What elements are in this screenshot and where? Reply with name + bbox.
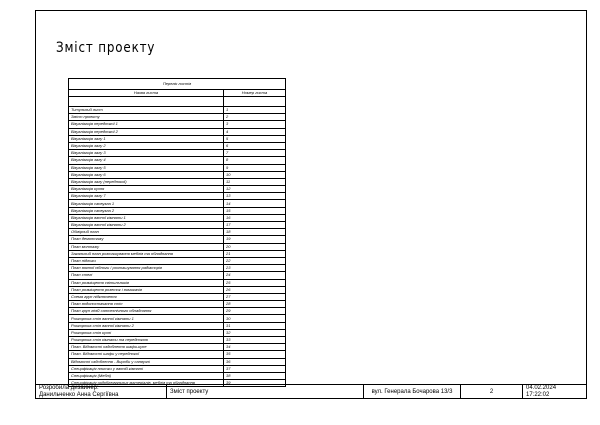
sheet-number: 10 [224, 171, 286, 178]
sheet-name: Візуалізація залу 1 [69, 135, 224, 142]
table-header-row [69, 90, 286, 97]
sheet-name: Візуалізація залу 4 [69, 157, 224, 164]
table-row [69, 236, 286, 243]
sheet-number: 36 [224, 358, 286, 365]
sheet-name: Візуалізація передпокої 1 [69, 121, 224, 128]
sheet-title-cell: Зміст проекту [167, 385, 364, 399]
sheet-name: Відомості оздоблення - Вироби у санвузлі [69, 358, 224, 365]
sheet-number: 6 [224, 142, 286, 149]
sheet-number-cell: 2 [461, 385, 523, 399]
sheet-number: 21 [224, 250, 286, 257]
table-row [69, 315, 286, 322]
sheet-number: 23 [224, 265, 286, 272]
sheet-name: План монтажу [69, 243, 224, 250]
table-row [69, 121, 286, 128]
sheet-number: 33 [224, 337, 286, 344]
sheet-number: 8 [224, 157, 286, 164]
sheet-name: Зміст проекту [69, 114, 224, 121]
sheet-name: План груп ліній сантехнічного обладнання [69, 308, 224, 315]
sheet-number: 9 [224, 164, 286, 171]
sheet-name: План підлоги [69, 257, 224, 264]
table-row [69, 308, 286, 315]
sheet-number: 2 [224, 114, 286, 121]
page-title: Зміст проекту [56, 40, 156, 56]
table-spacer-row [69, 97, 286, 107]
sheet-number: 5 [224, 135, 286, 142]
sheet-number: 16 [224, 214, 286, 221]
sheet-name: Загальний план розташування меблів та обладнання [69, 250, 224, 257]
table-caption: Перелік листів [69, 79, 286, 90]
table-row [69, 200, 286, 207]
sheet-name: Візуалізація санвузла 1 [69, 200, 224, 207]
sheet-name: Розгортка стін ванної кімнати 2 [69, 322, 224, 329]
sheet-number: 31 [224, 322, 286, 329]
sheet-number: 20 [224, 243, 286, 250]
sheet-name: План стелі [69, 272, 224, 279]
sheet-name: Специфікація плитки у ванній кімнаті [69, 365, 224, 372]
table-row [69, 301, 286, 308]
sheet-number: 28 [224, 301, 286, 308]
sheet-name: План демонтажу [69, 236, 224, 243]
sheet-name: Візуалізація санвузла 2 [69, 207, 224, 214]
sheet-number: 34 [224, 344, 286, 351]
sheet-name: Візуалізація залу 5 [69, 164, 224, 171]
sheet-name: Специфікація (Меблі) [69, 372, 224, 379]
table-caption-row [69, 79, 286, 90]
table-row [69, 186, 286, 193]
table-row [69, 329, 286, 336]
table-row [69, 265, 286, 272]
table-row [69, 372, 286, 379]
sheet-name: Візуалізація ванної кімнати 1 [69, 214, 224, 221]
sheet-name: План. Відомості шафи у передпокої [69, 351, 224, 358]
sheet-number: 14 [224, 200, 286, 207]
table-row [69, 351, 286, 358]
sheet-name: План водопостачання стін [69, 301, 224, 308]
sheet-number: 15 [224, 207, 286, 214]
table-row [69, 286, 286, 293]
sheet-name: Візуалізація залу 7 [69, 193, 224, 200]
table-row [69, 250, 286, 257]
time-value: 17:22:02 [526, 391, 550, 398]
sheet-name: План. Відомості оздоблення шафи-купе [69, 344, 224, 351]
table-row [69, 293, 286, 300]
sheet-number: 11 [224, 178, 286, 185]
sheet-name: Візуалізація залу 6 [69, 171, 224, 178]
sheet-name: Розгортка стін кімнати та передпокою [69, 337, 224, 344]
sheet-number: 13 [224, 193, 286, 200]
sheet-name: Візуалізація залу 3 [69, 150, 224, 157]
column-header-number: Номер листа [224, 90, 286, 97]
sheet-number: 32 [224, 329, 286, 336]
sheet-number: 27 [224, 293, 286, 300]
table-row [69, 142, 286, 149]
sheet-name: Візуалізація залу 2 [69, 142, 224, 149]
title-block [35, 384, 587, 399]
table-row [69, 358, 286, 365]
date-value: 04.02.2024 [526, 385, 557, 391]
table-row [69, 365, 286, 372]
table-row [69, 207, 286, 214]
table-row [69, 178, 286, 185]
sheet-list-table [68, 78, 286, 387]
sheet-number: 18 [224, 229, 286, 236]
table-row [69, 107, 286, 114]
sheet-number: 29 [224, 308, 286, 315]
table-row [69, 164, 286, 171]
sheet-number: 30 [224, 315, 286, 322]
sheet-name: Візуалізація ванної кімнати 2 [69, 222, 224, 229]
sheet-name: Специфікація оздоблювальних матеріалів, меблів та обладнання [69, 380, 224, 387]
date-cell [523, 385, 587, 399]
table-row [69, 150, 286, 157]
sheet-name: Візуалізація передпокої 2 [69, 128, 224, 135]
table-row [69, 322, 286, 329]
table-row [69, 272, 286, 279]
sheet-number: 22 [224, 257, 286, 264]
sheet-number: 39 [224, 380, 286, 387]
sheet-number: 38 [224, 372, 286, 379]
sheet-name: Обмірний план [69, 229, 224, 236]
sheet-name: Титульний лист [69, 107, 224, 114]
author-label: Розробила дизайнер: [39, 385, 99, 391]
address-cell: вул. Генерала Бочарова 13/3 [364, 385, 461, 399]
sheet-name: Візуалізація кухня [69, 186, 224, 193]
table-row [69, 171, 286, 178]
sheet-name: Візуалізація залу (передпокої) [69, 178, 224, 185]
sheet-name: План розміщення розеток і вимикачів [69, 286, 224, 293]
table-row [69, 128, 286, 135]
table-row [69, 214, 286, 221]
sheet-number: 24 [224, 272, 286, 279]
table-row [69, 157, 286, 164]
table-row [69, 193, 286, 200]
sheet-number: 7 [224, 150, 286, 157]
table-row [69, 344, 286, 351]
sheet-number: 4 [224, 128, 286, 135]
sheet-number: 26 [224, 286, 286, 293]
table-row [69, 279, 286, 286]
sheet-name: Розгортка стін ванної кімнати 1 [69, 315, 224, 322]
sheet-number: 19 [224, 236, 286, 243]
table-row [69, 222, 286, 229]
author-cell [36, 385, 167, 399]
table-row [69, 114, 286, 121]
sheet-name: План взятої підлоги / розташування радіаторів [69, 265, 224, 272]
table-row [69, 243, 286, 250]
table-row [69, 257, 286, 264]
sheet-number: 35 [224, 351, 286, 358]
author-name: Данильченко Анна Сергіївна [39, 391, 119, 398]
sheet-number: 17 [224, 222, 286, 229]
table-row [69, 135, 286, 142]
sheet-number: 25 [224, 279, 286, 286]
table-row [69, 337, 286, 344]
sheet-number: 1 [224, 107, 286, 114]
sheet-name: Схема груп підключення [69, 293, 224, 300]
table-row [69, 229, 286, 236]
sheet-number: 37 [224, 365, 286, 372]
sheet-number: 3 [224, 121, 286, 128]
column-header-name: Назва листа [69, 90, 224, 97]
sheet-name: План розміщення світильників [69, 279, 224, 286]
sheet-name: Розгортка стін кухні [69, 329, 224, 336]
sheet-number: 12 [224, 186, 286, 193]
